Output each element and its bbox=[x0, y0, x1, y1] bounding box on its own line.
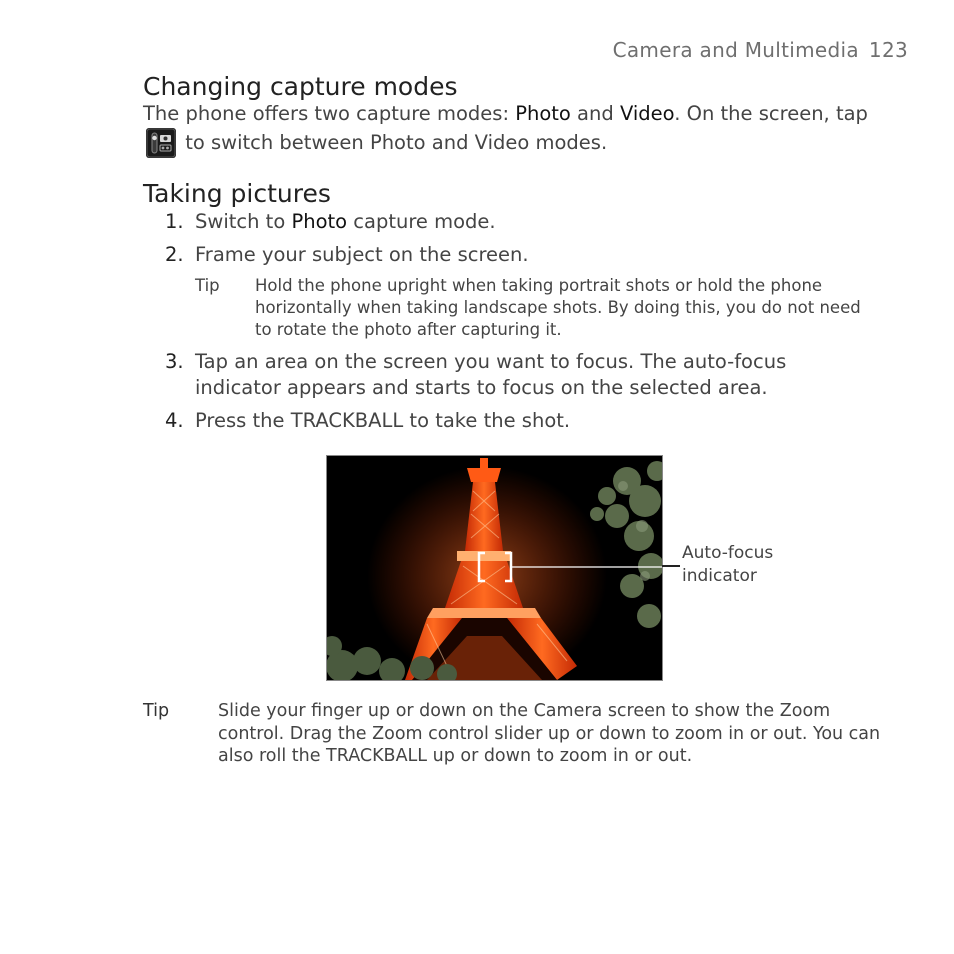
keyword-video: Video bbox=[619, 102, 675, 125]
keyword-photo: Photo bbox=[515, 102, 571, 125]
auto-focus-callout bbox=[682, 542, 802, 588]
tip-text: Slide your finger up or down on the Camera screen to show the Zoom control. Drag the Zoom control slider up or down to zoom in or out. You can also roll the TRACKBALL up or down to zoom in or out. bbox=[218, 701, 881, 766]
heading-changing-capture-modes: Changing capture modes bbox=[143, 72, 458, 101]
intro-text: The phone offers two capture modes: bbox=[143, 102, 516, 125]
step-number: 2. bbox=[165, 243, 184, 266]
step-number: 3. bbox=[165, 350, 184, 373]
tip-text: Hold the phone upright when taking portrait shots or hold the phone horizontally when taking landscape shots. By doing this, you do not need to rotate the photo after capturing it. bbox=[255, 276, 861, 339]
callout-leader-line bbox=[662, 565, 680, 567]
step-text: Tap an area on the screen you want to focus. The auto-focus indicator appears and starts to focus on the selected area. bbox=[195, 350, 787, 399]
step-text: Frame your subject on the screen. bbox=[195, 243, 529, 266]
intro-text: to switch between Photo and Video modes. bbox=[179, 131, 608, 154]
step-text: Press the TRACKBALL to take the shot. bbox=[195, 409, 571, 432]
tip-label: Tip bbox=[195, 276, 220, 295]
eiffel-tower-night-photo bbox=[326, 455, 663, 681]
step-text-part: capture mode. bbox=[347, 210, 496, 233]
step-text bbox=[195, 209, 855, 235]
photo-illustration bbox=[327, 456, 662, 680]
header-section-title: Camera and Multimedia bbox=[612, 38, 859, 62]
intro-text: . On the screen, tap bbox=[674, 102, 868, 125]
callout-text: Auto-focus indicator bbox=[682, 543, 774, 586]
step-text-part: Switch to bbox=[195, 210, 292, 233]
camera-video-switch-icon bbox=[146, 128, 176, 158]
tip-label: Tip bbox=[143, 701, 170, 721]
intro-text: and bbox=[570, 102, 620, 125]
page-number: 123 bbox=[868, 38, 908, 62]
capture-modes-paragraph bbox=[143, 100, 893, 158]
step-number: 1. bbox=[165, 210, 184, 233]
heading-taking-pictures: Taking pictures bbox=[143, 179, 331, 208]
keyword-photo: Photo bbox=[291, 210, 348, 233]
step-number: 4. bbox=[165, 409, 184, 432]
page-header bbox=[613, 38, 908, 62]
